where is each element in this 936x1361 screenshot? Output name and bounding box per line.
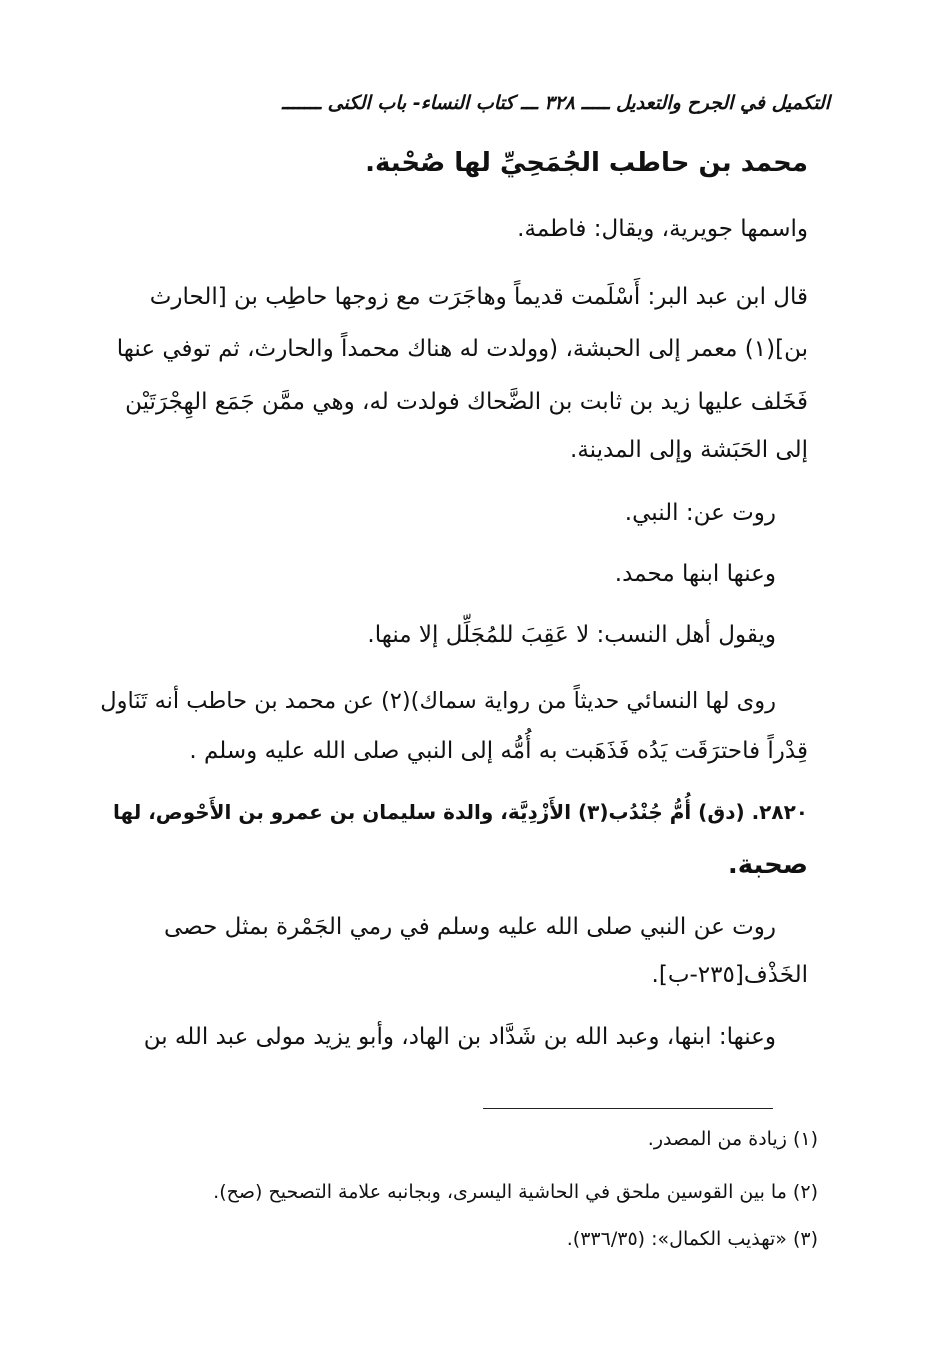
body-line: وعنها ابنها محمد. [614, 561, 776, 587]
body-line: قِدْراً فاحترَقَت يَدُه فَذَهَبت به أُمُّه إلى النبي صلى الله عليه وسلم . [189, 738, 808, 764]
footnote: (٣) «تهذيب الكمال»: (٣٣٦/٣٥). [566, 1228, 818, 1250]
body-line: روت عن النبي صلى الله عليه وسلم في رمي الجَمْرة بمثل حصى [164, 914, 776, 940]
body-line: الخَذْف[٢٣٥-ب]. [651, 962, 808, 988]
footnote: (٢) ما بين القوسين ملحق في الحاشية اليسرى، وبجانبه علامة التصحيح (صح). [213, 1181, 818, 1203]
body-line: فَخَلف عليها زيد بن ثابت بن الضَّحاك فولدت له، وهي ممَّن جَمَع الهِجْرَتَيْن [125, 389, 808, 415]
body-line: ويقول أهل النسب: لا عَقِبَ للمُجَلِّل إلا منها. [367, 622, 776, 648]
body-line: قال ابن عبد البر: أَسْلَمت قديماً وهاجَرَت مع زوجها حاطِب بن [الحارث [149, 284, 808, 310]
body-line: إلى الحَبَشة وإلى المدينة. [570, 437, 808, 463]
footnote-separator [483, 1108, 773, 1109]
body-line: واسمها جويرية، ويقال: فاطمة. [517, 216, 808, 242]
body-line: روى لها النسائي حديثاً من رواية سماك)(٢) عن محمد بن حاطب أنه تَنَاول [100, 688, 776, 714]
body-line: وعنها: ابنها، وعبد الله بن شَدَّاد بن الهاد، وأبو يزيد مولى عبد الله بن [143, 1024, 776, 1050]
running-head: التكميل في الجرح والتعديل ـــــ ٣٢٨ ـــ كتاب النساء- باب الكنى ـــــــ [282, 92, 830, 114]
entry-heading: ٢٨٢٠. (دق) أُمُّ جُنْدُب(٣) الأَزْدِيَّة، والدة سليمان بن عمرو بن الأَحْوص، لها [113, 800, 808, 824]
entry-heading: صحبة. [727, 850, 808, 880]
body-line: بن](١) معمر إلى الحبشة، (وولدت له هناك محمداً والحارث، ثم توفي عنها [116, 336, 808, 362]
footnote: (١) زيادة من المصدر. [647, 1128, 818, 1150]
body-line: روت عن: النبي. [624, 500, 776, 526]
entry-continuation-heading: محمد بن حاطب الجُمَحِيِّ لها صُحْبة. [365, 148, 808, 178]
